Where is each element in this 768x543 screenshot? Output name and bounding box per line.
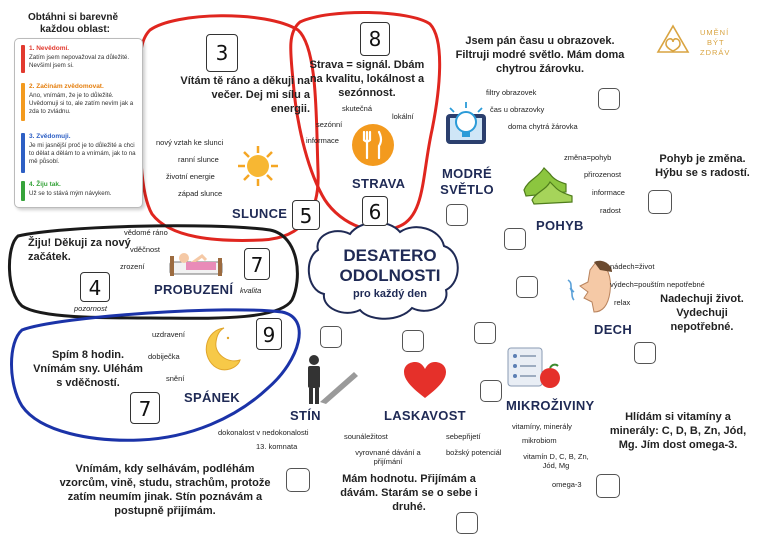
strava-keyword: informace [306, 136, 339, 145]
strava-statement: Strava = signál. Dbám na kvalitu, lokálnost a sezónnost. [309, 59, 425, 99]
dech-checkbox-3[interactable] [634, 342, 656, 364]
legend-title-1: Obtáhni si barevně [28, 12, 119, 23]
legend-color-bar-green [21, 181, 25, 201]
center-title-2: ODOLNOSTI [339, 266, 441, 285]
legend-color-bar-blue [21, 133, 25, 173]
sun-icon [236, 144, 280, 188]
strava-rank-bottom: 6 [368, 200, 382, 224]
mikro-checkbox-2[interactable] [480, 380, 502, 402]
legend-item-title: 4. Žiju tak. [29, 181, 61, 188]
pohyb-label: POHYB [536, 218, 584, 233]
legend-item-title: 2. Začínám zvědomovat. [29, 83, 104, 90]
spanek-rank-top: 9 [262, 323, 276, 347]
strava-keyword: sezónní [316, 120, 343, 129]
dech-keyword: relax [614, 298, 631, 307]
svetlo-keyword: doma chytrá žárovka [508, 122, 578, 131]
legend-color-bar-red [21, 45, 25, 73]
brand-line-1: UMĚNÍ [700, 28, 730, 37]
stin-keyword: dokonalost v nedokonalosti [218, 428, 309, 437]
slunce-keyword: západ slunce [178, 189, 223, 198]
laskavost-keyword: vyrovnané dávání a přijímání [355, 448, 421, 466]
brand-logo-icon [652, 22, 694, 58]
mikro-keyword: vitamín D, C, B, Zn, Jód, Mg [523, 452, 589, 470]
svetlo-keyword: čas u obrazovky [490, 105, 545, 114]
probuzeni-rank-bottom: 4 [88, 276, 102, 300]
probuzeni-note-bottom: pozornost [74, 304, 107, 313]
legend-color-bar-orange [21, 83, 25, 121]
legend-item-text: Ano, vnímám, že je to důležité. Uvědomuji si to, ale zatím nevím jak a zda to zvládnu. [29, 92, 134, 115]
probuzeni-keyword: vědomé ráno [124, 228, 168, 237]
svetlo-checkbox-2[interactable] [446, 204, 468, 226]
brand-line-2: BÝT [707, 38, 725, 47]
spanek-rank-bottom: 7 [138, 397, 152, 421]
spanek-rank-bottom-box[interactable] [130, 392, 160, 424]
dech-checkbox[interactable] [516, 276, 538, 298]
probuzeni-keyword: zrození [120, 262, 145, 271]
laskavost-label: LASKAVOST [384, 408, 466, 423]
probuzeni-note-top: kvalita [240, 286, 262, 295]
strava-rank-top: 8 [368, 27, 382, 51]
pohyb-checkbox[interactable] [648, 190, 672, 214]
mikro-keyword: mikrobiom [522, 436, 557, 445]
svetlo-label-2: SVĚTLO [440, 182, 494, 197]
svetlo-statement: Jsem pán času u obrazovek. Filtruji modré světlo. Mám doma chytrou žárovku. [455, 35, 625, 75]
microbiome-vitamins-icon [506, 346, 562, 390]
moon-icon [198, 324, 242, 374]
legend-item-text: Je mi jasnější proč je to důležité a chci to dělat a dělám to a vnímám, jak to na mě působí. [29, 142, 136, 165]
breathing-face-icon [566, 258, 614, 316]
legend-title-2: každou oblast: [40, 24, 111, 35]
center-title-1: DESATERO [343, 246, 437, 265]
sneakers-icon [520, 160, 576, 206]
probuzeni-rank-top: 7 [250, 253, 264, 277]
mikro-checkbox[interactable] [596, 474, 620, 498]
laskavost-checkbox[interactable] [402, 330, 424, 352]
lightbulb-tablet-icon [440, 98, 492, 154]
spanek-keyword: dobiječka [148, 352, 180, 361]
svetlo-checkbox[interactable] [598, 88, 620, 110]
slunce-keyword: nový vztah ke slunci [156, 138, 224, 147]
strava-keyword: skutečná [342, 104, 373, 113]
stin-checkbox-2[interactable] [320, 326, 342, 348]
legend-item-text: Zatím jsem nepovažoval za důležité. Nevšiml jsem si. [29, 54, 130, 69]
strava-rank-bottom-box[interactable] [362, 196, 388, 226]
legend-card [14, 38, 143, 208]
slunce-rank-bottom: 5 [299, 204, 313, 228]
probuzeni-label: PROBUZENÍ [154, 282, 234, 297]
dech-label: DECH [594, 322, 633, 337]
heart-icon [402, 360, 448, 400]
slunce-statement: Vítám tě ráno a děkuji na večer. Dej mi sílu a energii. [180, 75, 310, 115]
pohyb-keyword: změna=pohyb [564, 153, 612, 162]
spanek-keyword: uzdravení [152, 330, 185, 339]
slunce-rank-top: 3 [215, 41, 229, 65]
legend-item-text: Už se to stává mým návykem. [29, 190, 112, 197]
mikro-label: MIKROŽIVINY [506, 398, 595, 413]
strava-rank-top-box[interactable] [360, 22, 390, 56]
stin-keyword: 13. komnata [256, 442, 298, 451]
dech-keyword: nádech=život [610, 262, 655, 271]
laskavost-keyword: sounáležitost [344, 432, 388, 441]
fork-knife-icon [350, 122, 396, 168]
dech-keyword: výdech=pouštím nepotřebné [610, 280, 705, 289]
waking-person-icon [168, 246, 224, 278]
legend-item-title: 3. Zvědomuji. [29, 133, 71, 140]
shadow-person-icon [300, 352, 360, 406]
stin-statement: Vnímám, kdy selhávám, podléhám vzorcům, vině, studu, strachům, protože zatím neumím jinak. Stín poznávám a postupně přijímám. [59, 463, 271, 517]
legend-item-title: 1. Nevědomí. [29, 45, 70, 52]
mikro-keyword: omega-3 [552, 480, 582, 489]
slunce-keyword: životní energie [166, 172, 215, 181]
pohyb-keyword: radost [600, 206, 621, 215]
stin-label: STÍN [290, 408, 321, 423]
spanek-label: SPÁNEK [184, 390, 240, 405]
slunce-rank-top-box[interactable] [206, 34, 238, 72]
strava-label: STRAVA [352, 176, 406, 191]
pohyb-checkbox-2[interactable] [504, 228, 526, 250]
laskavost-keyword: božský potenciál [446, 448, 502, 457]
probuzeni-keyword: vděčnost [130, 245, 161, 254]
dech-statement: Nadechuji život. Vydechuji nepotřebné. [660, 293, 744, 333]
pohyb-keyword: přirozenost [584, 170, 622, 179]
probuzeni-statement: Žiju! Děkuji za nový začátek. [28, 237, 131, 263]
laskavost-checkbox-2[interactable] [456, 512, 478, 534]
pohyb-statement: Pohyb je změna. Hýbu se s radostí. [655, 153, 750, 179]
laskavost-keyword: sebepřijetí [446, 432, 481, 441]
slunce-rank-bottom-box[interactable] [292, 200, 320, 230]
slunce-label: SLUNCE [232, 206, 288, 221]
slunce-keyword: ranní slunce [178, 155, 219, 164]
svetlo-keyword: filtry obrazovek [486, 88, 537, 97]
pohyb-keyword: informace [592, 188, 625, 197]
stin-checkbox[interactable] [286, 468, 310, 492]
spanek-keyword: snění [166, 374, 185, 383]
probuzeni-rank-top-box[interactable] [244, 248, 270, 280]
svetlo-label-1: MODRÉ [442, 166, 492, 181]
mikro-statement: Hlídám si vitamíny a minerály: C, D, B, Zn, Jód, Mg. Jím dost omega-3. [609, 411, 747, 451]
probuzeni-rank-bottom-box[interactable] [80, 272, 110, 302]
laskavost-statement: Mám hodnotu. Přijímám a dávám. Starám se o sebe i druhé. [340, 473, 478, 513]
mikro-keyword: vitamíny, minerály [512, 422, 572, 431]
dech-checkbox-2[interactable] [474, 322, 496, 344]
spanek-rank-top-box[interactable] [256, 318, 282, 350]
center-subtitle: pro každý den [353, 288, 427, 300]
brand-line-3: ZDRÁV [700, 48, 731, 57]
spanek-statement: Spím 8 hodin. Vnímám sny. Uléhám s vděčností. [33, 349, 143, 389]
strava-keyword: lokální [392, 112, 414, 121]
